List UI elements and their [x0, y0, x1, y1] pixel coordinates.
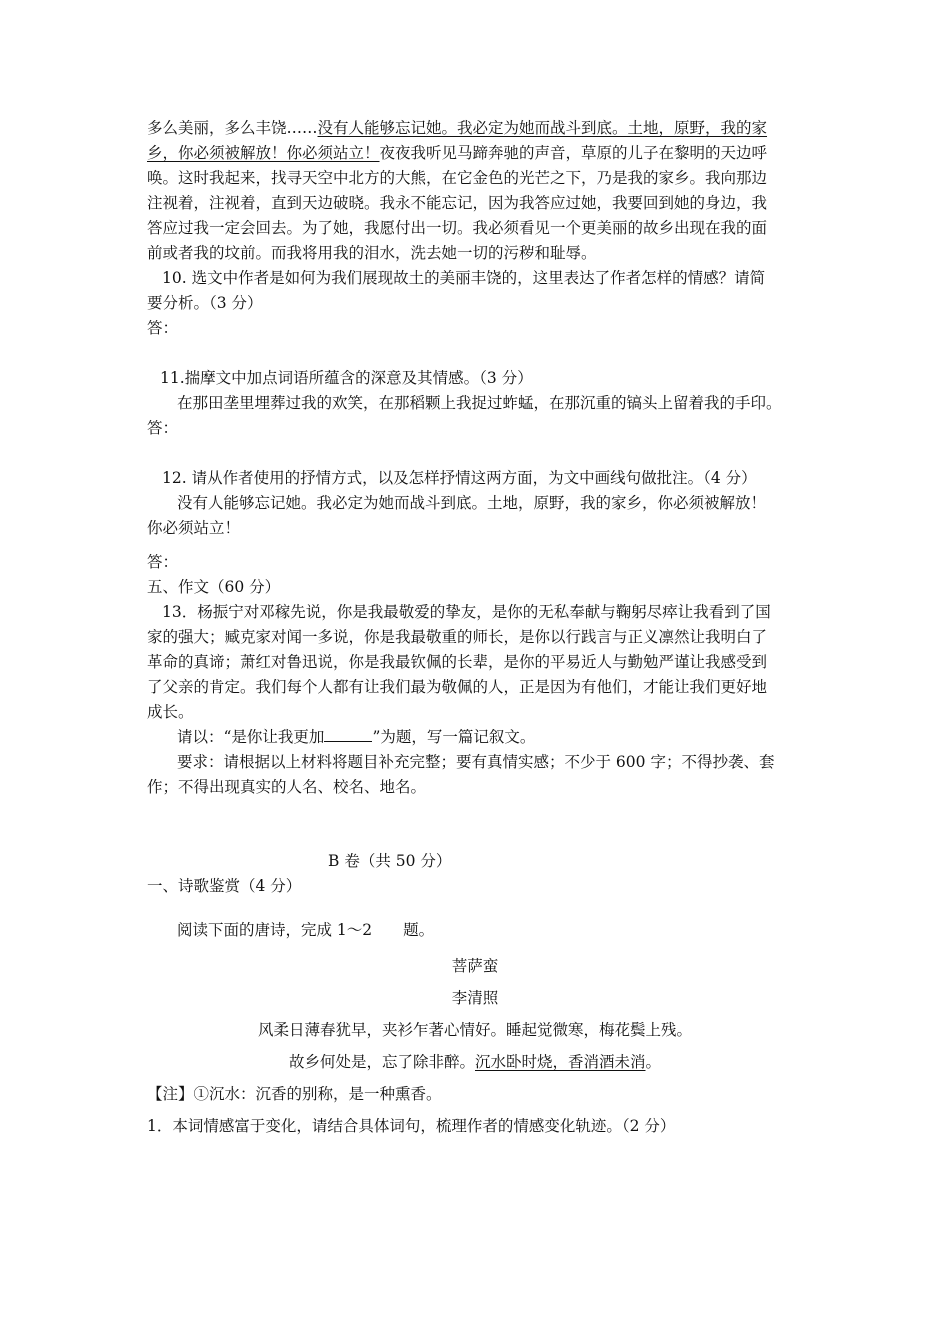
question-12: 12. 请从作者使用的抒情方式，以及怎样抒情这两方面，为文中画线句做批注。（4 分） — [162, 469, 757, 487]
passage-line-4: 注视着，注视着，直到天边破晓。我永不能忘记，因为我答应过她，我要回到她的身边，我 — [147, 194, 768, 212]
passage-line-5: 答应过我一定会回去。为了她，我愿付出一切。我必须看见一个更美丽的故乡出现在我的面 — [147, 219, 768, 237]
underlined-sentence: 沉水卧时烧，香消酒未消 — [474, 1053, 646, 1071]
poetry-intro: 阅读下面的唐诗，完成 1～2 题。 — [177, 921, 435, 939]
answer-label: 答： — [147, 553, 179, 571]
essay-requirements: 要求：请根据以上材料将题目补充完整；要有真情实感；不少于 600 字；不得抄袭、套 — [177, 753, 775, 771]
underlined-sentence: 乡，你必须被解放！你必须站立！ — [147, 144, 380, 162]
question-12-quote-cont: 你必须站立！ — [147, 519, 241, 537]
essay-material-line-2: 家的强大；臧克家对闻一多说，你是我最敬重的师长，是你以行践言与正义凛然让我明白了 — [147, 628, 768, 646]
poem-title: 菩萨蛮 — [451, 957, 499, 975]
poetry-question-1: 1．本词情感富于变化，请结合具体词句，梳理作者的情感变化轨迹。（2 分） — [147, 1117, 676, 1135]
essay-material-line-4: 了父亲的肯定。我们每个人都有让我们最为敬佩的人，正是因为有他们，才能让我们更好地 — [147, 678, 768, 696]
essay-requirements-cont: 作；不得出现真实的人名、校名、地名。 — [147, 778, 427, 796]
essay-prompt: 请以：“是你让我更加 ”为题，写一篇记叙文。 — [177, 728, 536, 746]
passage-line-3: 唤。这时我起来，找寻天空中北方的大熊，在它金色的光芒之下，乃是我的家乡。我向那边 — [147, 169, 768, 187]
poem-author: 李清照 — [451, 989, 499, 1007]
poetry-section-heading: 一、诗歌鉴赏（4 分） — [147, 877, 302, 895]
answer-label: 答： — [147, 419, 179, 437]
passage-line-6: 前或者我的坟前。而我将用我的泪水，洗去她一切的污秽和耻辱。 — [147, 244, 597, 262]
essay-material-line-1: 13．杨振宁对邓稼先说，你是我最敬爱的挚友，是你的无私奉献与鞠躬尽瘁让我看到了国 — [162, 603, 771, 621]
essay-material-line-5: 成长。 — [147, 703, 194, 721]
question-10: 10. 选文中作者是如何为我们展现故土的美丽丰饶的，这里表达了作者怎样的情感？请简 — [162, 269, 766, 287]
passage-line-2: 乡，你必须被解放！你必须站立！夜夜我听见马蹄奔驰的声音，草原的儿子在黎明的天边呼 — [147, 144, 768, 162]
question-10-cont: 要分析。（3 分） — [147, 294, 263, 312]
essay-heading: 五、作文（60 分） — [147, 578, 281, 596]
question-12-quote: 没有人能够忘记她。我必定为她而战斗到底。土地，原野，我的家乡，你必须被解放！ — [177, 494, 767, 512]
poem-line-1: 风柔日薄春犹早，夹衫乍著心情好。睡起觉微寒，梅花鬓上残。 — [257, 1021, 692, 1039]
question-11-quote: 在那田垄里埋葬过我的欢笑，在那稻颗上我捉过蚱蜢，在那沉重的镐头上留着我的手印。 — [177, 394, 782, 412]
essay-material-line-3: 革命的真谛；萧红对鲁迅说，你是我最钦佩的长辈，是你的平易近人与勤勉严谨让我感受到 — [147, 653, 768, 671]
part-b-title: B 卷（共 50 分） — [328, 852, 452, 870]
title-blank — [324, 727, 372, 742]
underlined-sentence: 没有人能够忘记她。我必定为她而战斗到底。土地，原野，我的家 — [317, 119, 768, 137]
answer-label: 答： — [147, 319, 179, 337]
question-11: 11.揣摩文中加点词语所蕴含的深意及其情感。（3 分） — [160, 369, 533, 387]
poem-note: 【注】①沉水：沉香的别称，是一种熏香。 — [147, 1085, 442, 1103]
poem-line-2: 故乡何处是，忘了除非醉。沉水卧时烧，香消酒未消。 — [288, 1053, 662, 1071]
passage-line-1: 多么美丽，多么丰饶……没有人能够忘记她。我必定为她而战斗到底。土地，原野，我的家 — [147, 119, 768, 137]
